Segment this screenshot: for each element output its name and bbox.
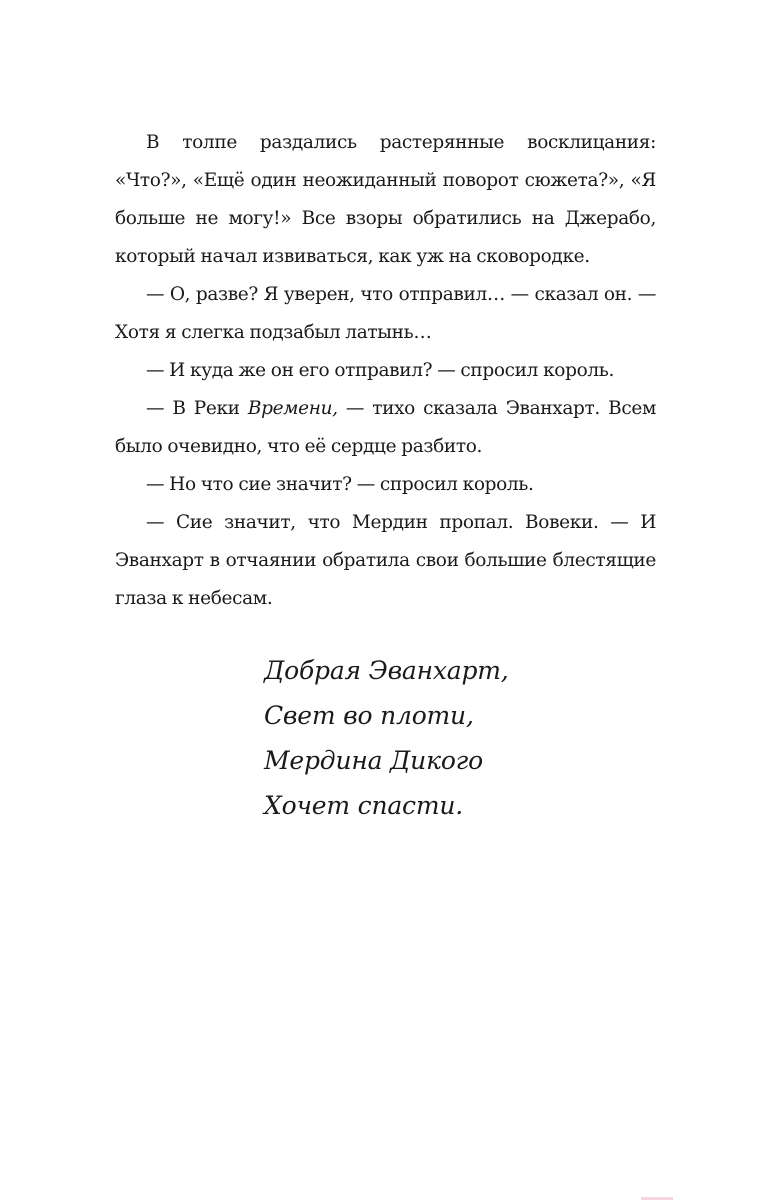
book-page: [115, 124, 656, 828]
paragraph-evanhart-before: — В Реки: [146, 398, 248, 419]
paragraph-king-question-1: — И куда же он его отправил? — спросил король.: [146, 360, 615, 381]
verse-line: Добрая Эванхарт,: [264, 656, 509, 685]
paragraph-evanhart-after: — тихо сказала Эванхарт. Всем было очевидно, что её сердце разбито.: [115, 398, 656, 457]
verse-line: Мердина Дикого: [264, 746, 483, 775]
prose-block: [115, 124, 656, 618]
verse-line: Свет во плоти,: [264, 701, 474, 730]
paragraph-evanhart-italic: Времени,: [247, 398, 338, 419]
paragraph-crowd-exclamations: В толпе раздались растерянные восклицания: «Что?», «Ещё один неожиданный поворот сюжета?», «Я больше не могу!» Все взоры обратились на Джерабо, который начал извиваться, как уж на сковородке.: [115, 132, 656, 267]
paragraph-king-question-2: — Но что сие значит? — спросил король.: [146, 474, 534, 495]
paragraph-evanhart-answer: [115, 390, 656, 466]
verse-line: Хочет спасти.: [264, 791, 464, 820]
paragraph-merdin-lost: — Сие значит, что Мердин пропал. Вовеки. — И Эванхарт в отчаянии обратила свои большие блестящие глаза к небесам.: [115, 512, 656, 609]
paragraph-jerabo-reply: — О, разве? Я уверен, что отправил… — сказал он. — Хотя я слегка подзабыл латынь…: [115, 284, 656, 343]
verse-block: [264, 648, 656, 828]
